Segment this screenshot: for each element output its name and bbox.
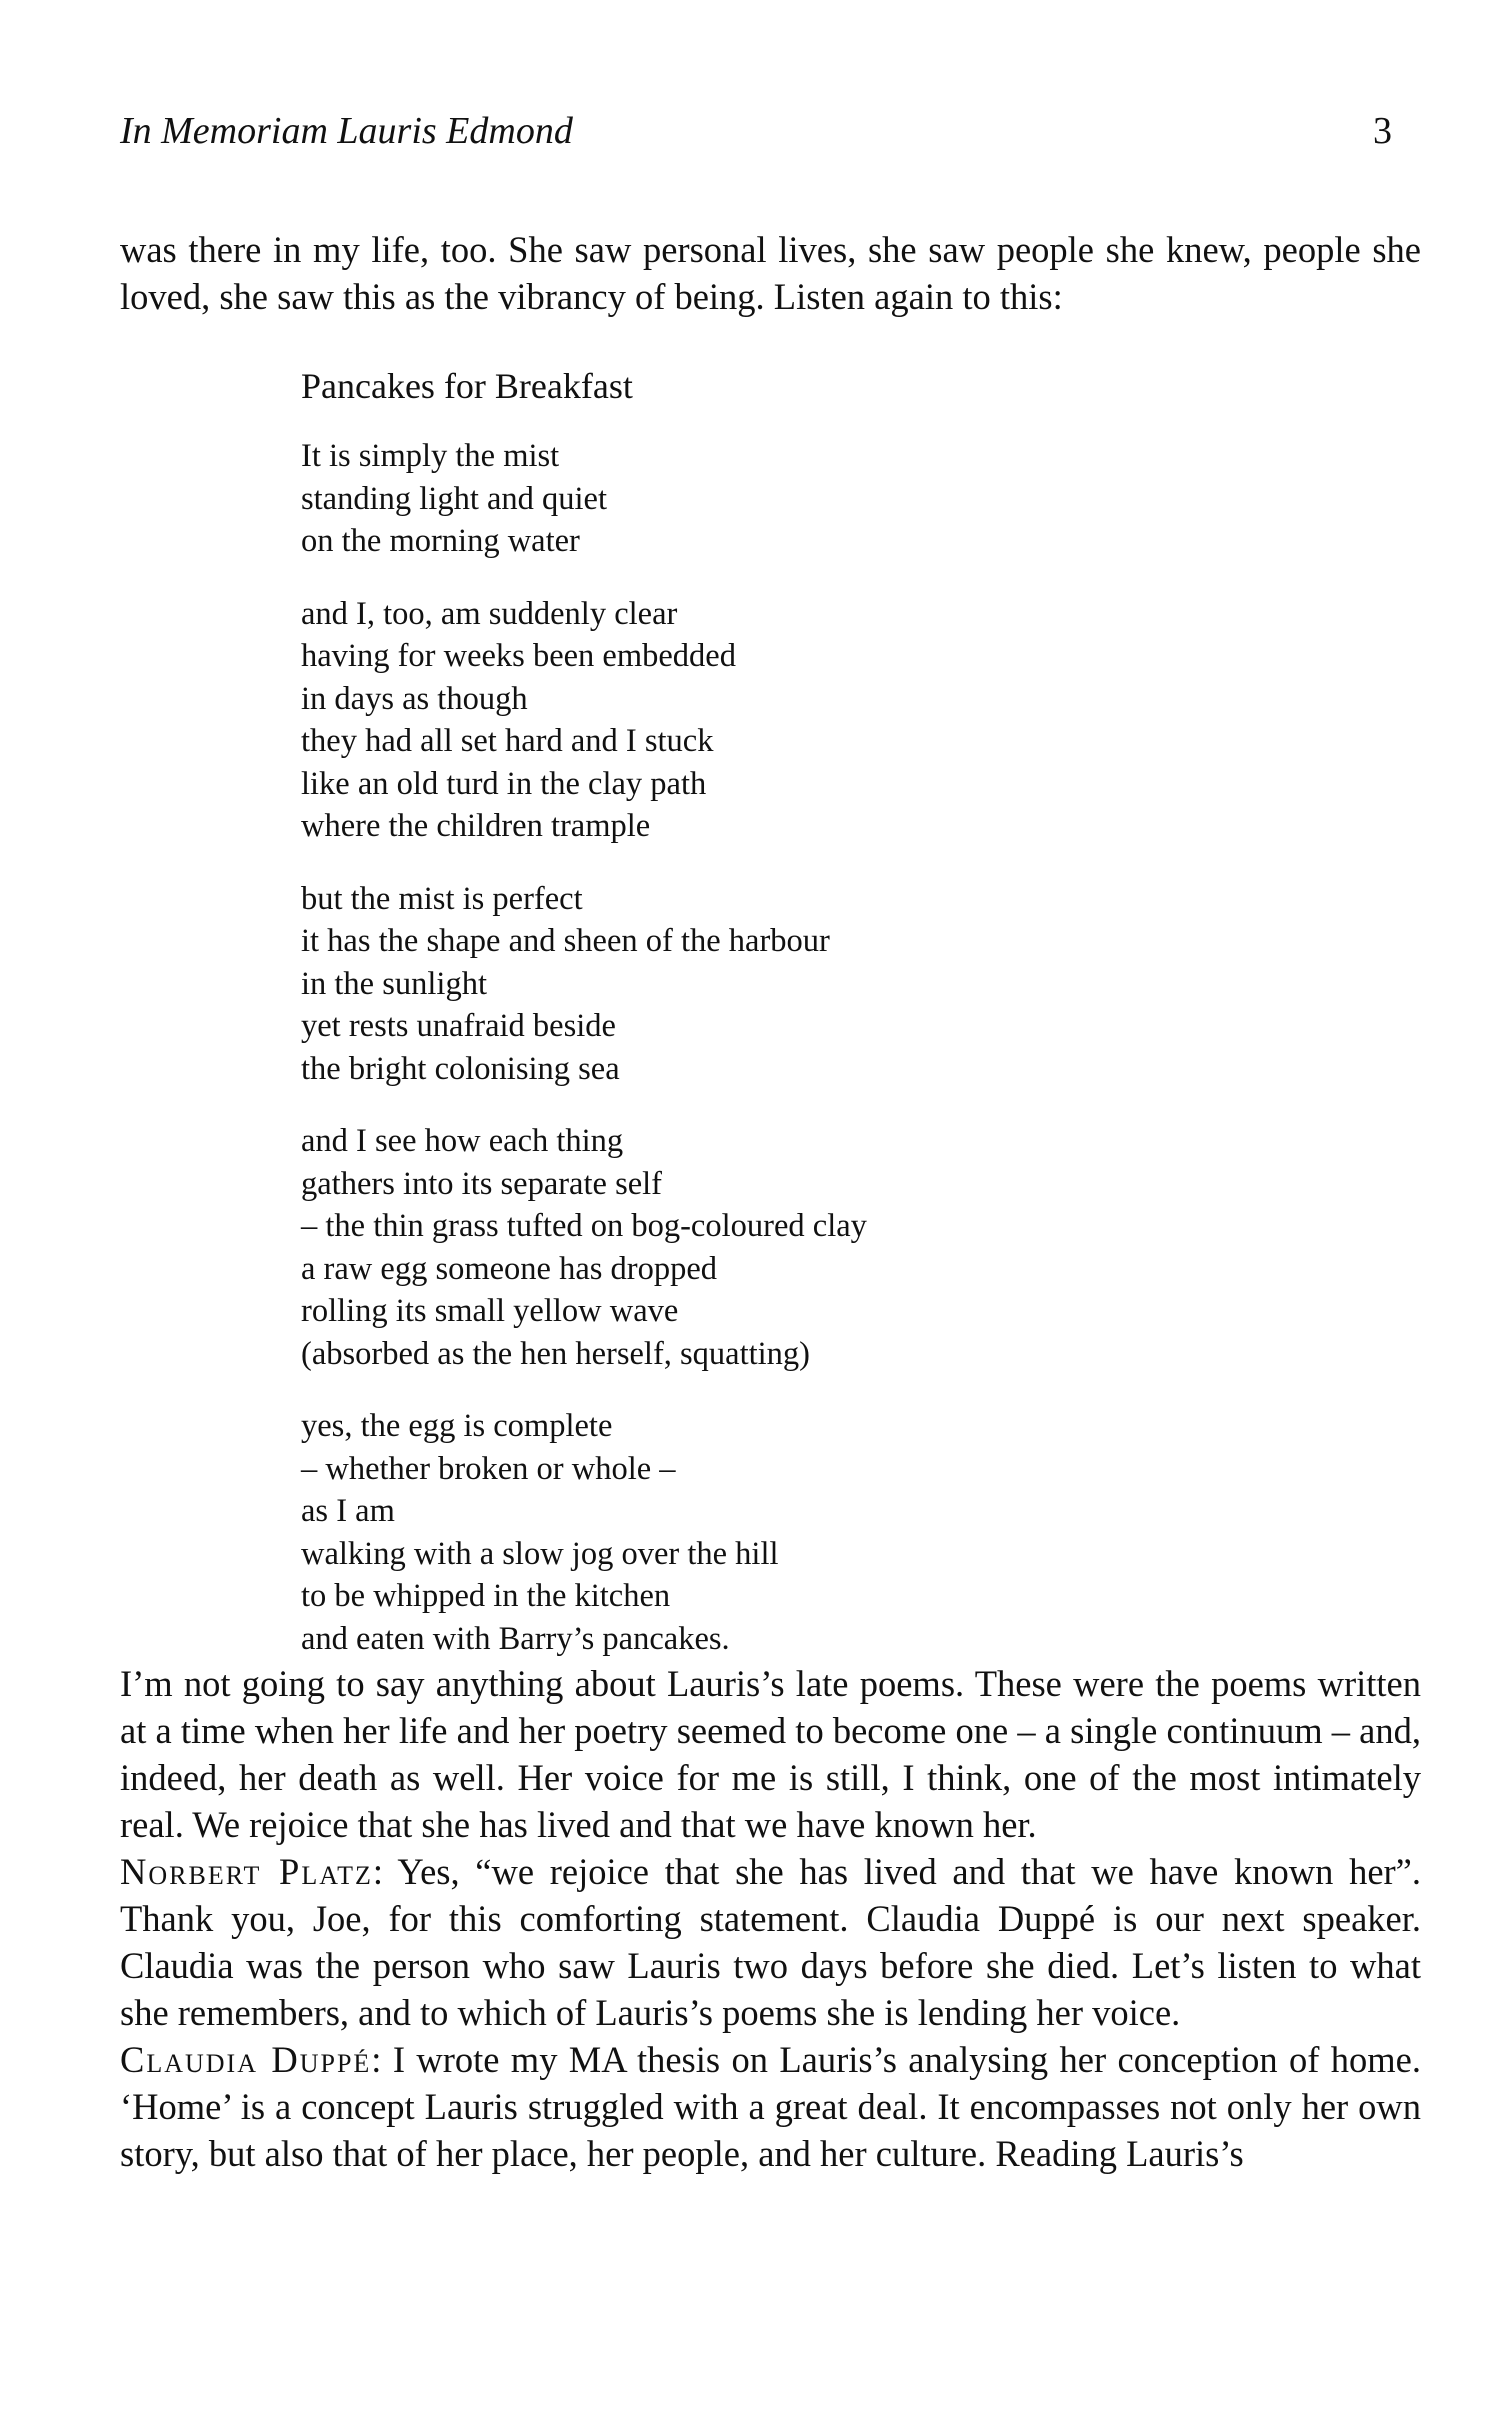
poem-stanza-4 (301, 1120, 1421, 1375)
poem-line: It is simply the mist (301, 438, 560, 474)
poem-line: (absorbed as the hen herself, squatting) (301, 1335, 811, 1372)
poem-line: walking with a slow jog over the hill (301, 1535, 779, 1572)
poem-line: in the sunlight (301, 965, 487, 1002)
poem (301, 362, 1421, 1660)
closing-paragraph: I’m not going to say anything about Lauris’s late poems. These were the poems written at a time when her life and her poetry seemed to become one – a single continuum – and, indeed, her death as well. Her voice for me is still, I think, one of the most intimately real. We rejoice that she has lived and that we have known her. (120, 1663, 1421, 1845)
speaker-name: Claudia Duppé (120, 2039, 372, 2080)
page-body (120, 226, 1421, 2177)
poem-line: standing light and quiet (301, 480, 608, 517)
poem-line: rolling its small yellow wave (301, 1293, 679, 1329)
poem-line: where the children trample (301, 808, 651, 844)
poem-stanza-1 (301, 435, 1421, 563)
poem-line: – whether broken or whole – (301, 1450, 676, 1487)
poem-line: the bright colonising sea (301, 1050, 620, 1087)
poem-line: yet rests unafraid beside (301, 1008, 616, 1044)
poem-line: they had all set hard and I stuck (301, 723, 714, 759)
poem-line: and I see how each thing (301, 1123, 624, 1159)
speech-text: I wrote my MA thesis on Lauris’s analysing her conception of home. ‘Home’ is a concept Lauris struggled with a great deal. It encompasses not only her own story, but also that of her place, her people, and her culture. Reading Lauris’s (120, 2039, 1421, 2174)
poem-line: as I am (301, 1493, 395, 1529)
poem-title: Pancakes for Breakfast (301, 366, 633, 406)
speech-norbert-platz (120, 1848, 1421, 2036)
running-title: In Memoriam Lauris Edmond (120, 110, 573, 152)
poem-line: gathers into its separate self (301, 1165, 662, 1202)
speech-claudia-duppe (120, 2036, 1421, 2177)
poem-stanza-2 (301, 593, 1421, 848)
speaker-separator: : (372, 1851, 384, 1892)
poem-stanza-5 (301, 1405, 1421, 1660)
poem-line: on the morning water (301, 523, 580, 559)
poem-line: – the thin grass tufted on bog-coloured clay (301, 1208, 867, 1244)
poem-line: yes, the egg is complete (301, 1408, 613, 1444)
running-header (120, 106, 1392, 156)
poem-line: and eaten with Barry’s pancakes. (301, 1620, 730, 1657)
poem-line: but the mist is perfect (301, 880, 583, 917)
poem-line: a raw egg someone has dropped (301, 1250, 718, 1287)
speaker-name: Norbert Platz (120, 1851, 373, 1892)
poem-stanza-3 (301, 878, 1421, 1091)
speech-text: Yes, “we rejoice that she has lived and that we have known her”. Thank you, Joe, for this comforting statement. Claudia Duppé is our next speaker. Claudia was the person who saw Lauris two days before she died. Let’s listen to what she remembers, and to which of Lauris’s poems she is lending her voice. (120, 1851, 1422, 2033)
poem-line: it has the shape and sheen of the harbour (301, 923, 830, 959)
poem-line: to be whipped in the kitchen (301, 1578, 671, 1614)
poem-line: in days as though (301, 680, 528, 717)
poem-line: and I, too, am suddenly clear (301, 595, 678, 632)
poem-line: like an old turd in the clay path (301, 765, 707, 802)
speaker-separator: : (371, 2039, 382, 2080)
page-number: 3 (1373, 110, 1392, 152)
poem-line: having for weeks been embedded (301, 638, 736, 674)
intro-paragraph: was there in my life, too. She saw personal lives, she saw people she knew, people she loved, she saw this as the vibrancy of being. Listen again to this: (120, 229, 1421, 317)
